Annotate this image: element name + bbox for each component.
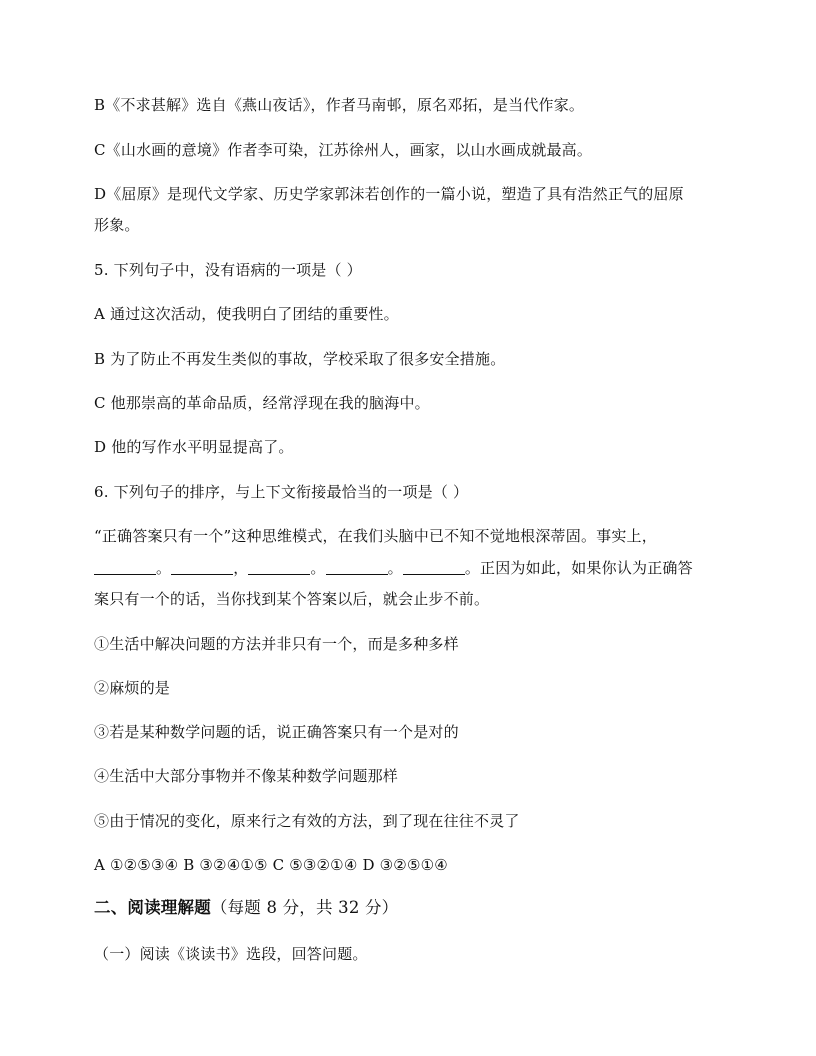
q5-option-c: C 他那崇高的革命品质，经常浮现在我的脑海中。 [94,394,430,412]
fill-blank-3[interactable] [248,559,310,575]
q4-option-d-line2: 形象。 [94,216,140,234]
reading-intro: （一）阅读《谈读书》选段，回答问题。 [94,945,368,963]
q6-stem: 6. 下列句子的排序，与上下文衔接最恰当的一项是（ ） [94,483,469,501]
fill-blank-1[interactable] [94,559,156,575]
q4-option-c: C《山水画的意境》作者李可染，江苏徐州人，画家，以山水画成就最高。 [94,141,593,159]
section-score: （每题 8 分，共 32 分） [210,898,399,917]
q6-passage-line2 [94,558,693,578]
fill-blank-5[interactable] [403,559,465,575]
q5-option-a: A 通过这次活动，使我明白了团结的重要性。 [94,305,399,323]
q4-option-d-line1: D《屈原》是现代文学家、历史学家郭沫若创作的一篇小说，塑造了具有浩然正气的屈原 [94,185,684,203]
q5-option-d: D 他的写作水平明显提高了。 [94,438,294,456]
q6-answer-options: A ①②⑤③④ B ③②④①⑤ C ⑤③②①④ D ③②⑤①④ [94,856,448,874]
fill-blank-4[interactable] [326,559,388,575]
q6-sentence-2: ②麻烦的是 [94,679,171,697]
blank-separator: 。 [387,559,403,577]
blank-separator: 。 [156,559,172,577]
q4-option-b: B《不求甚解》选自《燕山夜话》，作者马南邨，原名邓拓，是当代作家。 [94,96,585,114]
blank-separator: 。 [310,559,326,577]
q5-stem: 5. 下列句子中，没有语病的一项是（ ） [94,261,362,279]
section-title: 二、阅读理解题 [94,898,211,917]
passage-line2-tail: 。正因为如此，如果你认为正确答 [464,559,693,577]
q6-sentence-1: ①生活中解决问题的方法并非只有一个，而是多种多样 [94,635,459,653]
q5-option-b: B 为了防止不再发生类似的事故，学校采取了很多安全措施。 [94,350,506,368]
blank-separator: ， [233,559,249,577]
section-heading [94,898,398,918]
q6-passage-line3: 案只有一个的话，当你找到某个答案以后，就会止步不前。 [94,590,490,608]
q6-passage-line1: “正确答案只有一个”这种思维模式，在我们头脑中已不知不觉地根深蒂固。事实上， [94,527,657,545]
q6-sentence-5: ⑤由于情况的变化，原来行之有效的方法，到了现在往往不灵了 [94,812,520,830]
fill-blank-2[interactable] [171,559,233,575]
q6-sentence-4: ④生活中大部分事物并不像某种数学问题那样 [94,767,399,785]
q6-sentence-3: ③若是某种数学问题的话，说正确答案只有一个是对的 [94,723,459,741]
